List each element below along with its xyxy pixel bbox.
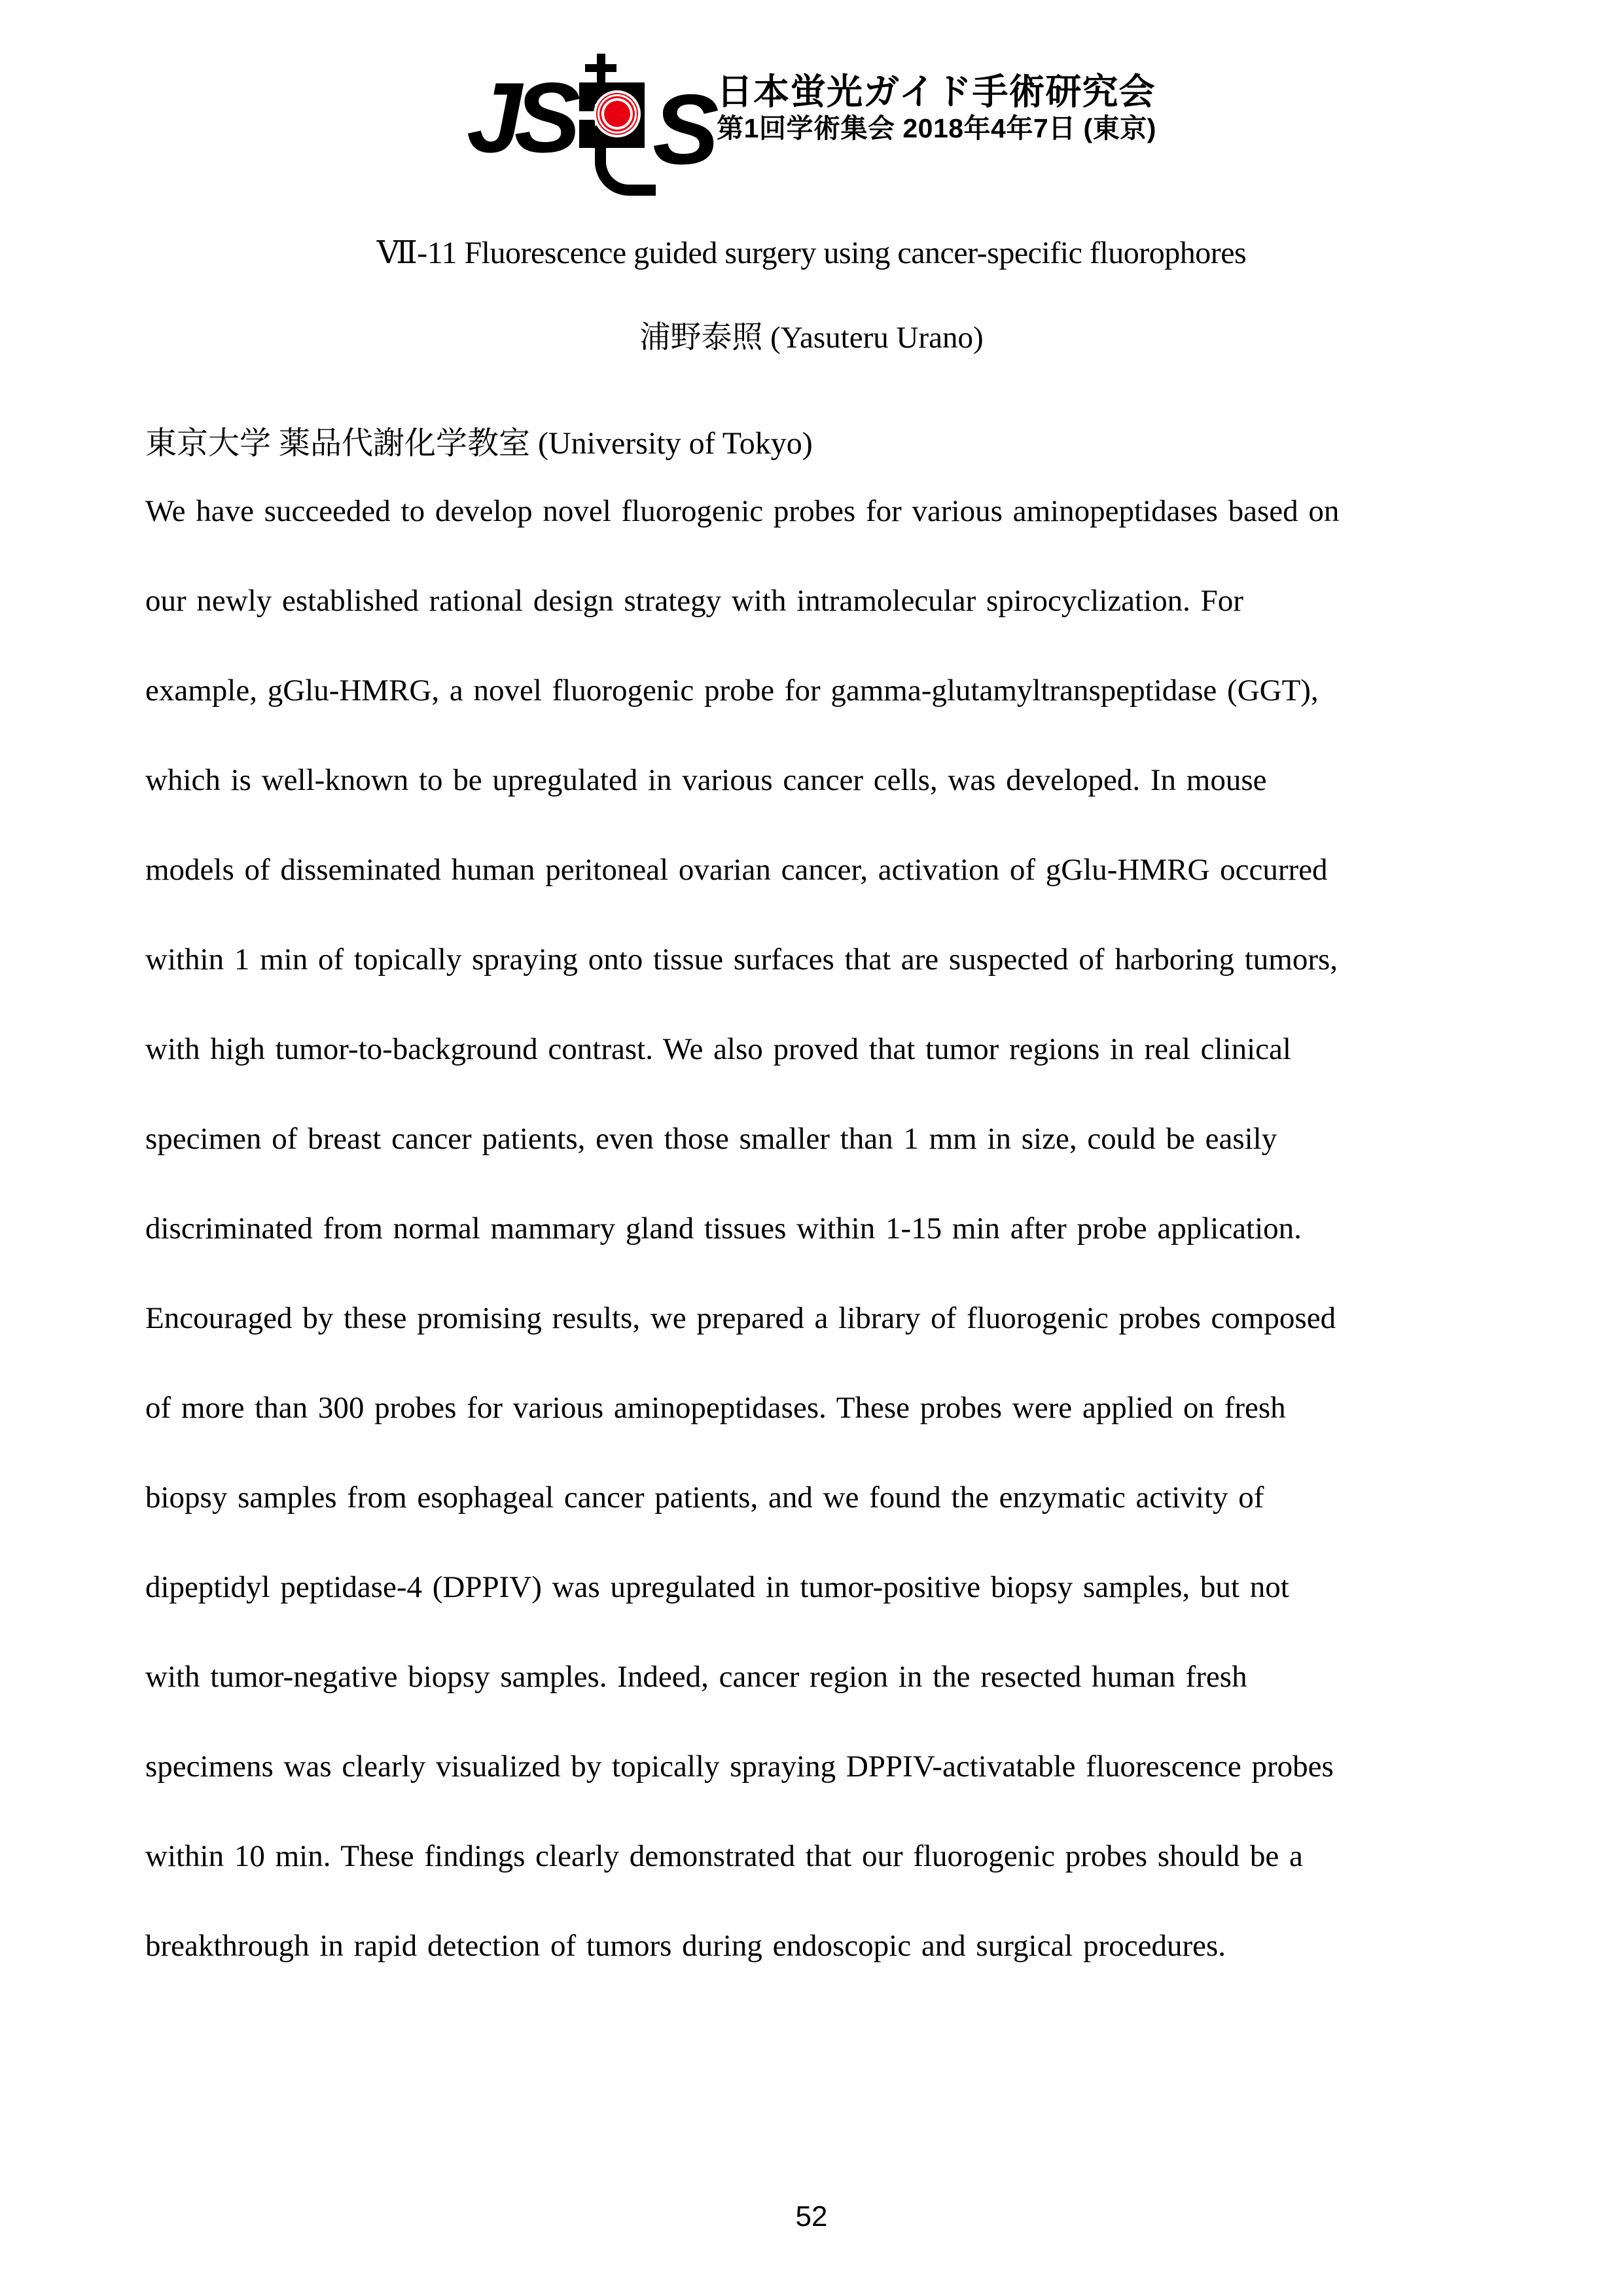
meeting-info: 第1回学術集会 2018年4年7日 (東京) [717,113,1156,143]
logo-stem [597,54,605,85]
abstract-text-line: We have succeeded to develop novel fluorogenic probes for various aminopeptidases based on [145,493,1340,528]
logo-square [579,82,645,148]
abstract-text-line: dipeptidyl peptidase-4 (DPPIV) was upregulated in tumor-positive biopsy samples, but not [145,1570,1289,1604]
author-affiliation: 東京大学 薬品代謝化学教室 (University of Tokyo) [145,426,813,461]
author-name: 浦野泰照 (Yasuteru Urano) [639,321,984,355]
abstract-text-line: our newly established rational design strategy with intramolecular spirocyclization. For [145,583,1243,618]
abstract-text-line: biopsy samples from esophageal cancer patients, and we found the enzymatic activity of [145,1480,1264,1515]
conference-title-block [717,63,1156,145]
logo-g-tail [595,147,656,196]
abstract-text-line: which is well-known to be upregulated in various cancer cells, was developed. In mouse [145,762,1267,797]
abstract-text-line: example, gGlu-HMRG, a novel fluorogenic probe for gamma-glutamyltranspeptidase (GGT), [145,673,1319,708]
abstract-text-line: breakthrough in rapid detection of tumors during endoscopic and surgical procedures. [145,1928,1226,1963]
page-number: 52 [795,2200,828,2233]
abstract-text-line: of more than 300 probes for various aminopeptidases. These probes were applied on fresh [145,1390,1286,1425]
abstract-text-line: within 10 min. These findings clearly demonstrated that our fluorogenic probes should be a [145,1839,1303,1873]
logo-letter-s: S [652,74,719,185]
abstract-text-line: with high tumor-to-background contrast. We also proved that tumor regions in real clinical [145,1031,1291,1066]
arrow-right-icon [574,111,595,120]
abstract-text-line: specimens was clearly visualized by topically spraying DPPIV-activatable fluorescence probes [145,1749,1334,1784]
abstract-text-line: with tumor-negative biopsy samples. Indeed, cancer region in the resected human fresh [145,1659,1247,1694]
abstract-text-line: within 1 min of topically spraying onto tissue surfaces that are suspected of harboring tumors, [145,942,1338,977]
abstract-text-line: Encouraged by these promising results, we prepared a library of fluorogenic probes composed [145,1300,1336,1335]
abstract-text-line: discriminated from normal mammary gland tissues within 1-15 min after probe application. [145,1211,1302,1246]
red-glow-dot-icon [604,101,630,127]
abstract-title: Ⅶ-11 Fluorescence guided surgery using cancer-specific fluorophores [376,236,1247,270]
abstract-body [145,466,1505,1990]
jsfgs-logo [467,62,719,194]
society-name: 日本蛍光ガイド手術研究会 [717,71,1156,112]
logo-target-circle [594,90,641,137]
abstract-text-line: models of disseminated human peritoneal ovarian cancer, activation of gGlu-HMRG occurred [145,852,1328,887]
logo-letters-js: JS [467,62,573,173]
conference-header [0,63,1623,194]
abstract-text-line: specimen of breast cancer patients, even those smaller than 1 mm in size, could be easily [145,1121,1277,1156]
